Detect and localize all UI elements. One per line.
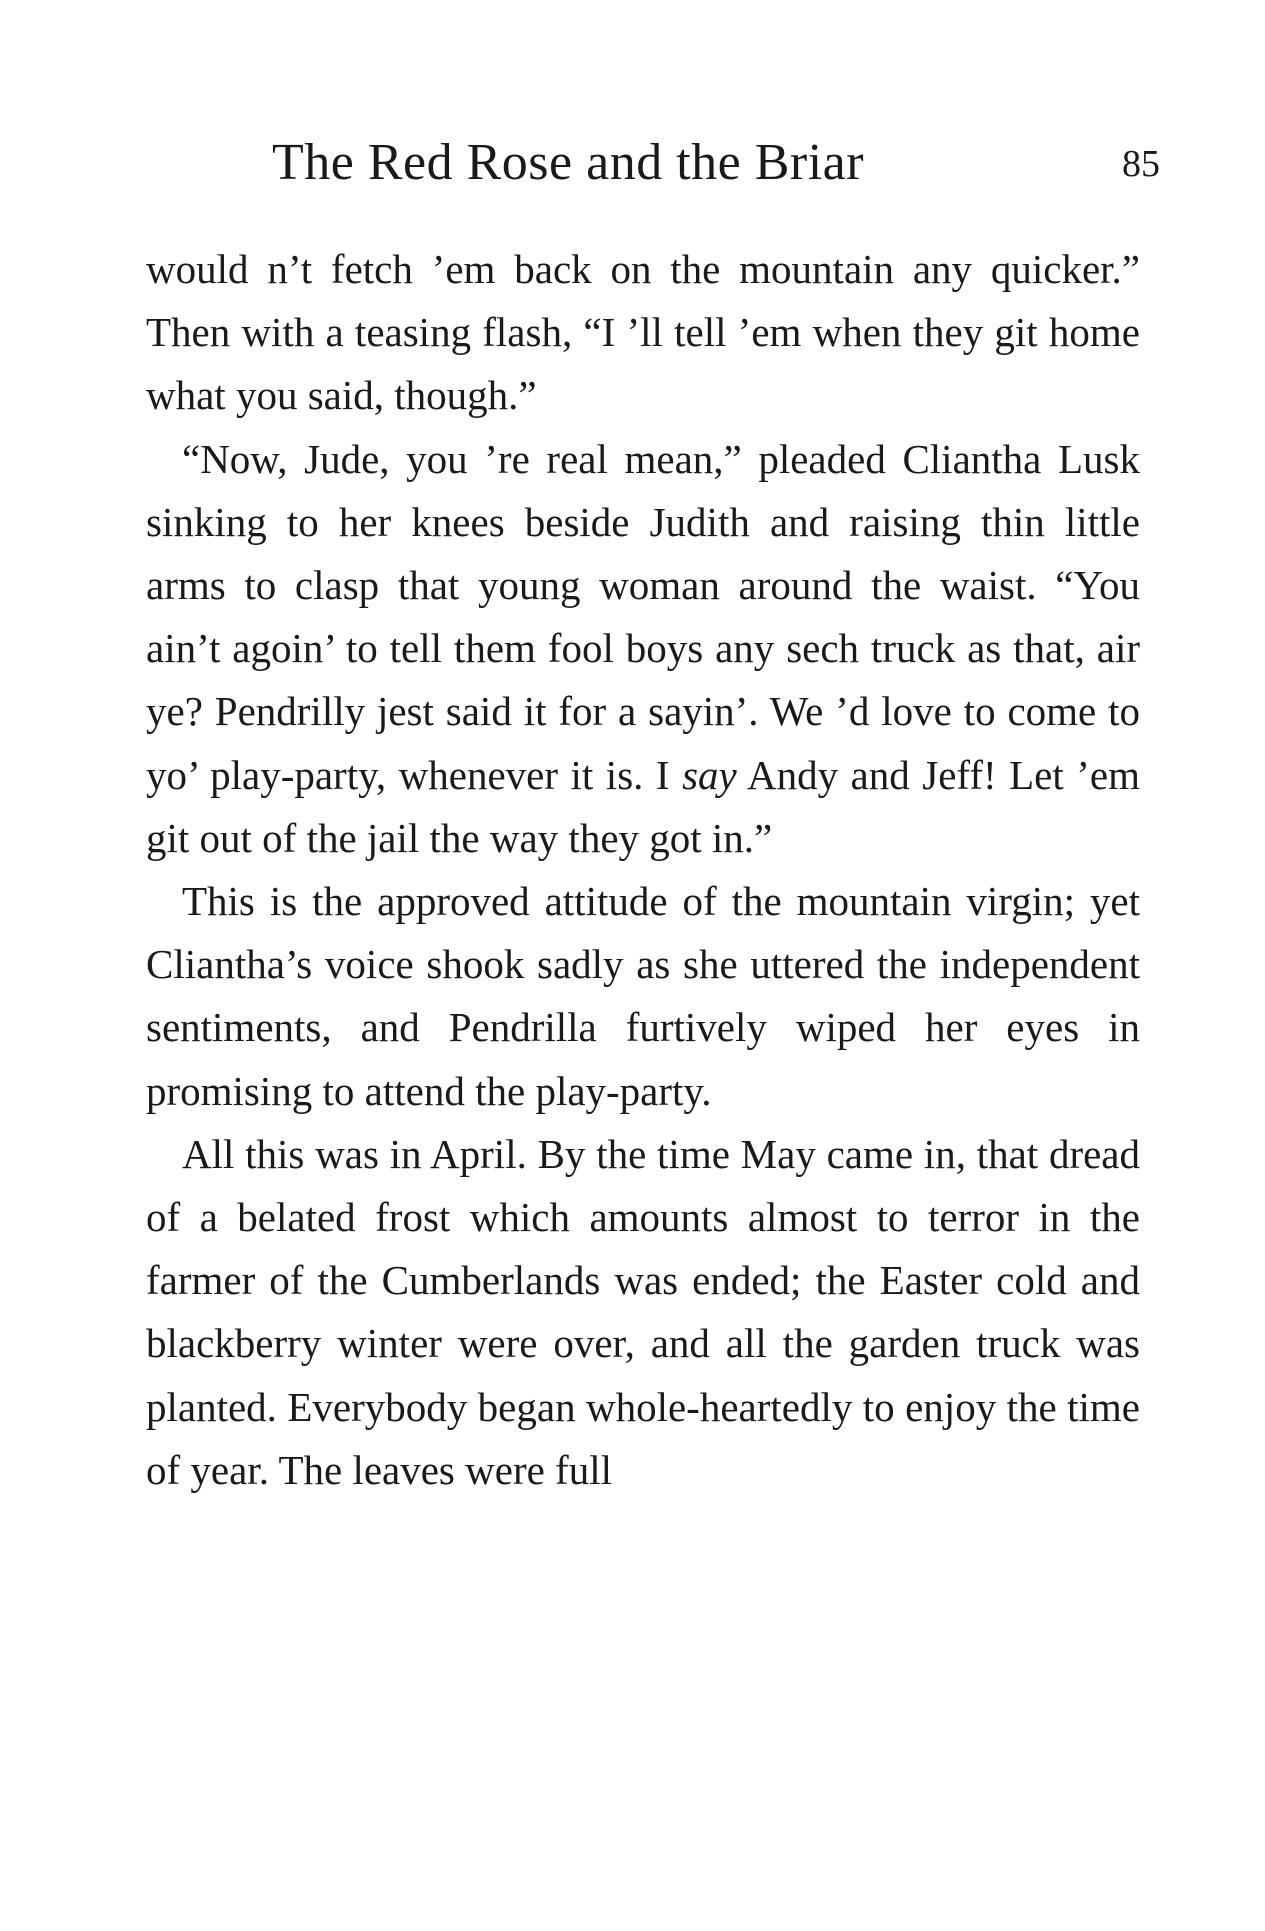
paragraph-dialogue [146,428,1140,870]
paragraph-text: All this was in April. By the time May came in, that dread of a belated frost which amounts almost to terror in the farmer of the Cumberlands was ended; the Easter cold and blackberry winter were over, and all the garden truck was planted. Everybody began whole-heartedly to enjoy the time of year. The leaves were full [146,1130,1140,1493]
page-number: 85 [1122,143,1160,185]
paragraph-april [146,1123,1140,1502]
running-title: The Red Rose and the Briar [272,134,865,191]
page-header [272,128,1160,198]
paragraph-narration [146,870,1140,1123]
body-text [146,238,1140,1502]
emphasized-word: say [682,751,737,798]
paragraph-text-before-emphasis: “Now, Jude, you ’re real mean,” pleaded Cliantha Lusk sinking to her knees beside Judith and raising thin little arms to clasp that young woman around the waist. “You ain’t agoin’ to tell them fool boys any sech truck as that, air ye? Pendrilly jest said it for a sayin’. We ’d love to come to yo’ play-party, whenever it is. I [146,435,1140,798]
paragraph-text-after-emphasis: Andy and Jeff! Let ’em git out of the jail the way they got in.” [146,751,1140,861]
paragraph-text: would n’t fetch ’em back on the mountain any quicker.” Then with a teasing flash, “I ’ll tell ’em when they git home what you said, though.” [146,246,1140,419]
paragraph-continued [146,238,1140,428]
paragraph-text: This is the approved attitude of the mountain virgin; yet Cliantha’s voice shook sadly as she uttered the independent sentiments, and Pendrilla furtively wiped her eyes in promising to attend the play-party. [146,878,1140,1114]
